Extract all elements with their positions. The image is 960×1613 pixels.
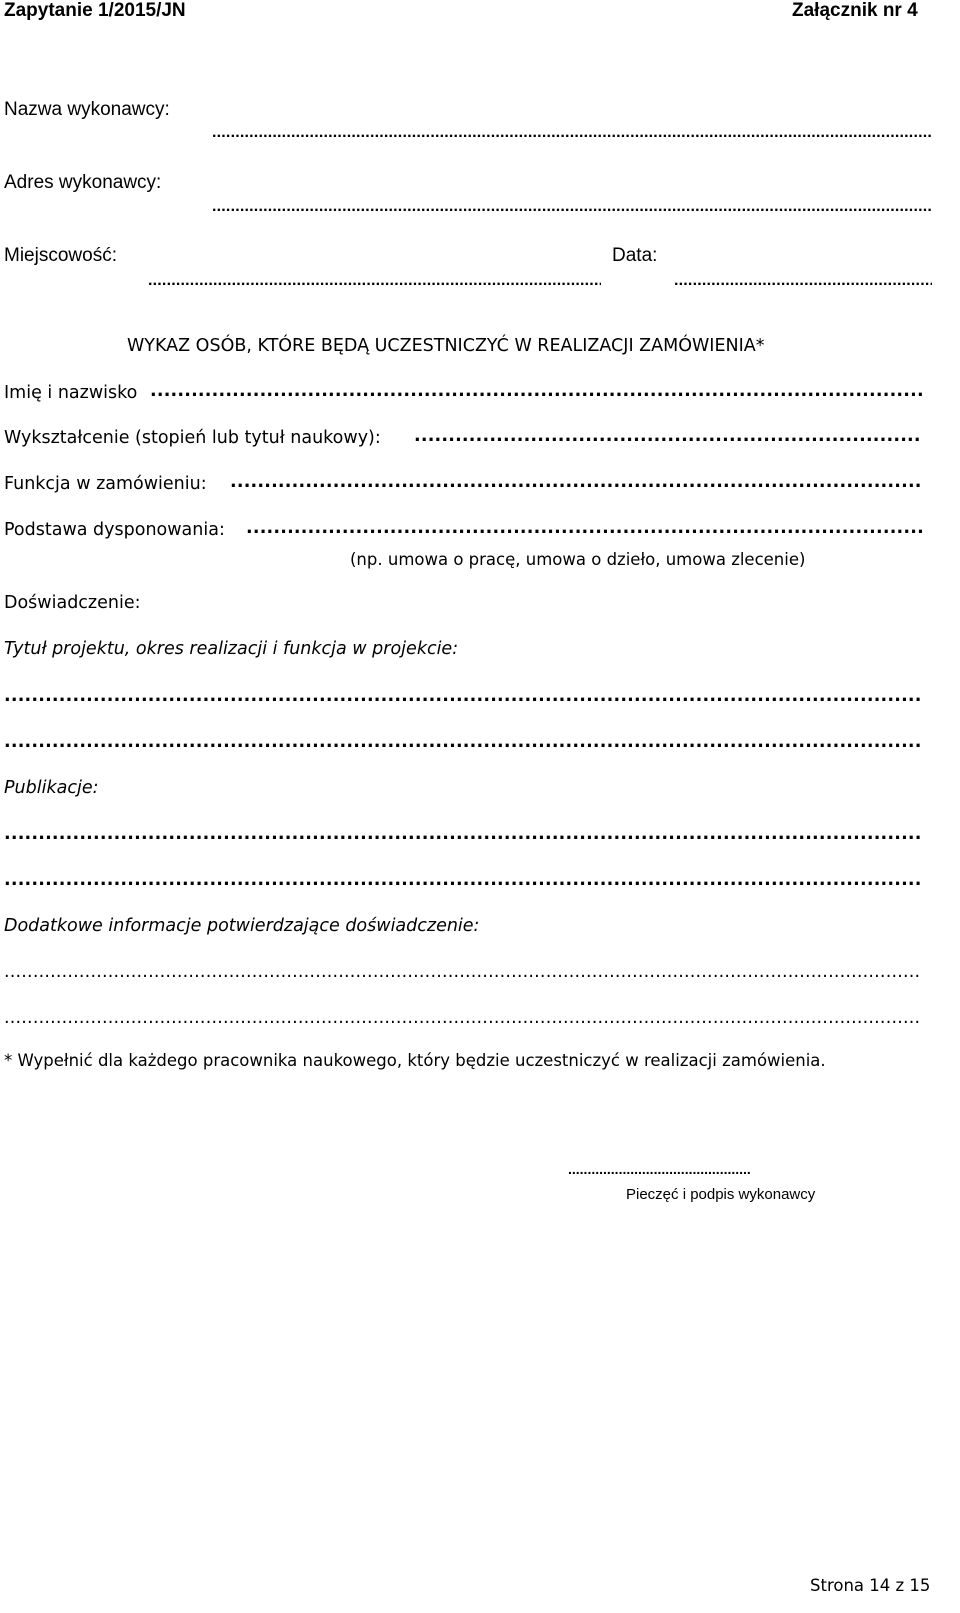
basis-label: Podstawa dysponowania: bbox=[4, 520, 225, 540]
place-label: Miejscowość: bbox=[4, 245, 117, 266]
additional-info-field-line-2[interactable] bbox=[4, 1008, 922, 1028]
form-title: WYKAZ OSÓB, KTÓRE BĘDĄ UCZESTNICZYĆ W REALIZACJI ZAMÓWIENIA* bbox=[127, 336, 765, 356]
person-name-label: Imię i nazwisko bbox=[4, 383, 138, 403]
footnote: * Wypełnić dla każdego pracownika naukowego, który będzie uczestniczyć w realizacji zamówienia. bbox=[4, 1051, 826, 1070]
attachment-label: Załącznik nr 4 bbox=[792, 0, 918, 21]
person-name-field[interactable] bbox=[150, 381, 922, 401]
projects-field-line-1[interactable] bbox=[4, 686, 922, 706]
contractor-name-field[interactable] bbox=[212, 124, 932, 142]
date-field[interactable] bbox=[674, 272, 932, 290]
contractor-address-label: Adres wykonawcy: bbox=[4, 172, 162, 193]
contractor-name-label: Nazwa wykonawcy: bbox=[4, 99, 170, 120]
date-label: Data: bbox=[612, 245, 658, 266]
document-reference: Zapytanie 1/2015/JN bbox=[4, 0, 186, 21]
basis-hint: (np. umowa o pracę, umowa o dzieło, umowa zlecenie) bbox=[350, 550, 806, 569]
signature-line[interactable]: ............................................... bbox=[568, 1161, 751, 1177]
page-number: Strona 14 z 15 bbox=[810, 1576, 931, 1595]
additional-info-label: Dodatkowe informacje potwierdzające doświadczenie: bbox=[4, 916, 480, 936]
role-label: Funkcja w zamówieniu: bbox=[4, 474, 207, 494]
place-field[interactable] bbox=[148, 272, 601, 290]
role-field[interactable] bbox=[230, 472, 922, 492]
publications-field-line-1[interactable] bbox=[4, 824, 922, 844]
projects-field-line-2[interactable] bbox=[4, 732, 922, 752]
projects-label: Tytuł projektu, okres realizacji i funkcja w projekcie: bbox=[4, 639, 459, 659]
basis-field[interactable] bbox=[246, 518, 922, 538]
publications-label: Publikacje: bbox=[4, 778, 99, 798]
signature-caption: Pieczęć i podpis wykonawcy bbox=[626, 1186, 816, 1203]
experience-heading: Doświadczenie: bbox=[4, 593, 141, 613]
additional-info-field-line-1[interactable] bbox=[4, 962, 922, 982]
education-field[interactable] bbox=[414, 426, 922, 446]
education-label: Wykształcenie (stopień lub tytuł naukowy): bbox=[4, 428, 381, 448]
contractor-address-field[interactable] bbox=[212, 198, 932, 216]
publications-field-line-2[interactable] bbox=[4, 870, 922, 890]
